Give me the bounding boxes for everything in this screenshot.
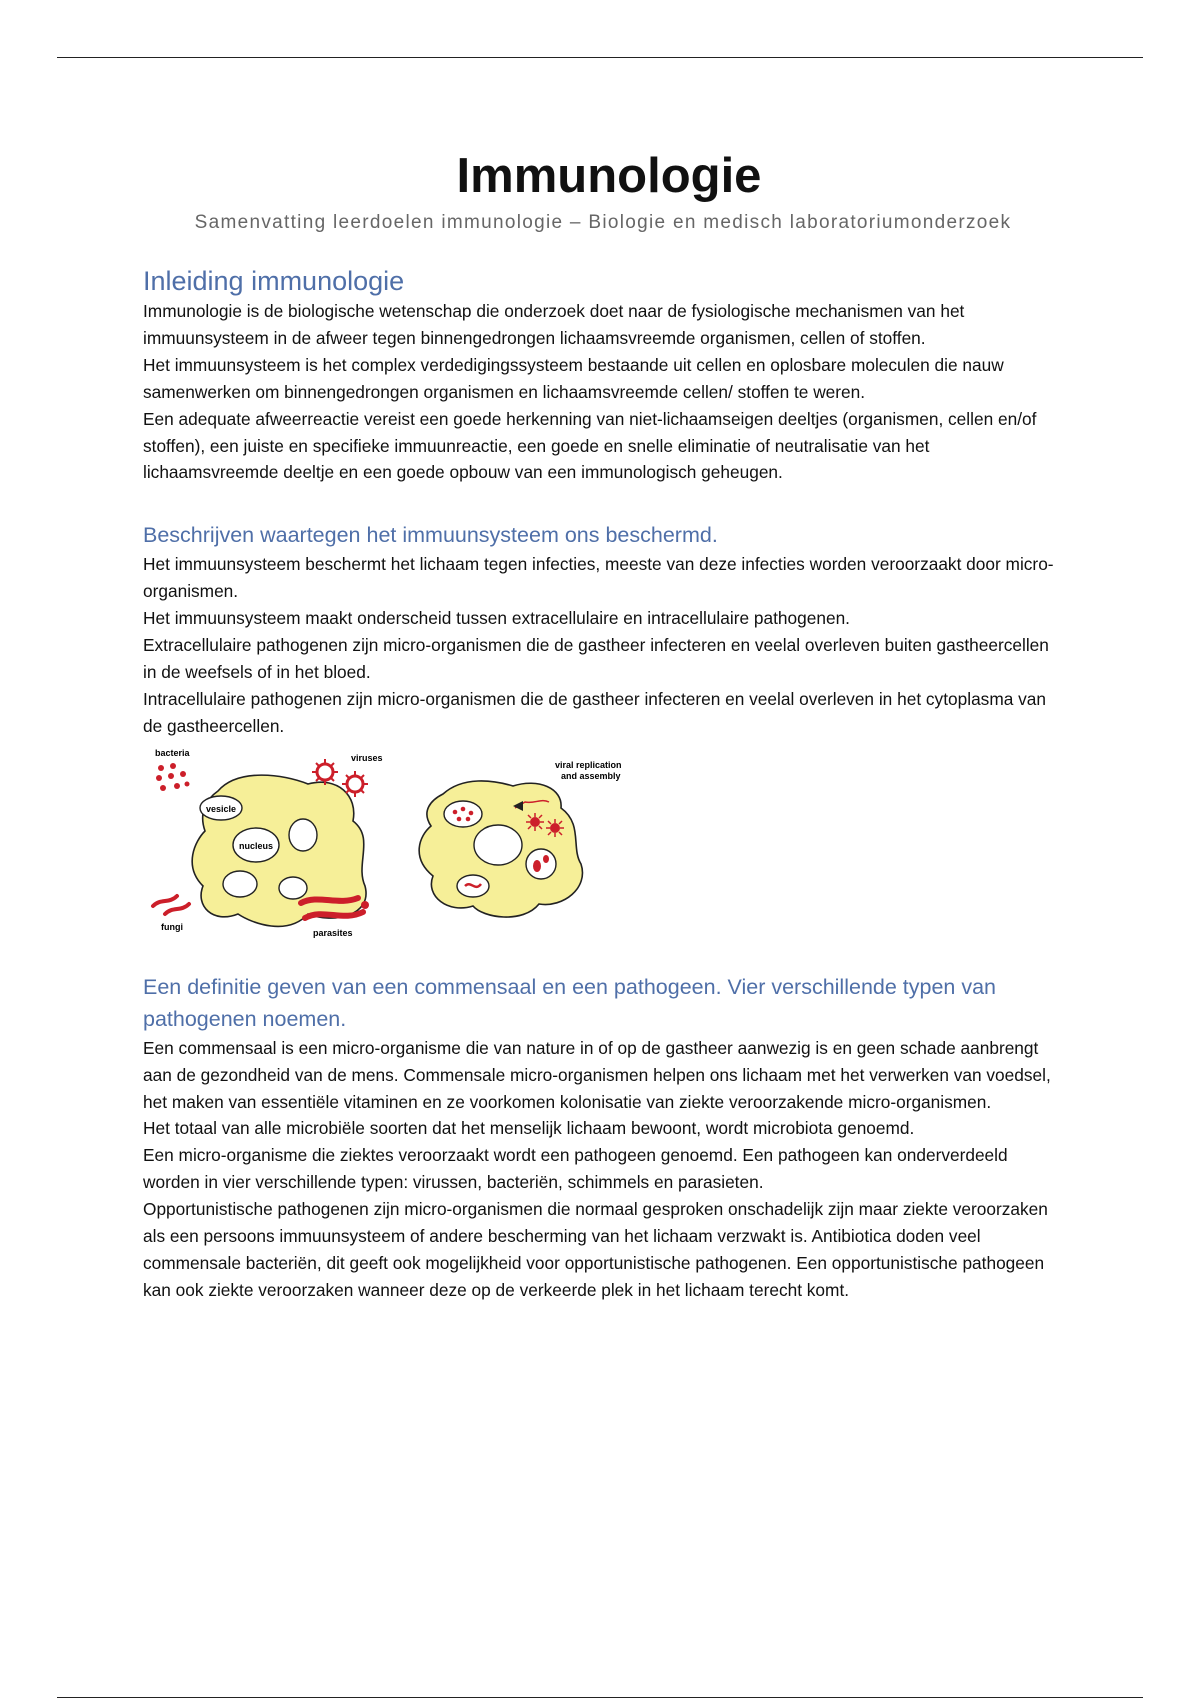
virus-icon — [546, 819, 564, 837]
virus-icon — [526, 813, 544, 831]
viral-replication-label: viral replication — [555, 759, 622, 770]
paragraph: Het totaal van alle microbiële soorten dat het menselijk lichaam bewoont, wordt microbiota genoemd. — [143, 1118, 915, 1139]
vacuole-left — [289, 819, 317, 851]
vacuole-left — [223, 871, 257, 897]
document-subtitle: Samenvatting leerdoelen immunologie – Biologie en medisch laboratoriumonderzoek — [194, 212, 1012, 233]
section-commensaal-pathogeen — [143, 971, 1063, 1304]
vesicle-right — [444, 801, 482, 827]
nucleus-right — [474, 825, 522, 865]
document-body — [143, 145, 1063, 1304]
fungi-label: fungi — [161, 921, 183, 932]
viral-assembly-label: and assembly — [561, 770, 621, 781]
paragraph: Extracellulaire pathogenen zijn micro-organismen die de gastheer infecteren en veelal overleven buiten gastheercellen in de weefsels of in het bloed. — [143, 635, 1049, 682]
paragraph: Opportunistische pathogenen zijn micro-organismen die normaal gesproken onschadelijk zijn maar ziekte veroorzaken als een persoons immuunsysteem of andere bescherming van het lichaam verzwakt is. Antibiotica doden veel commensale bacteriën, dit geeft ook mogelijkheid voor opportunistische pathogenen. Een opportunistische pathogeen kan ook ziekte veroorzaken wanneer deze op de verkeerde plek in het lichaam terecht komt. — [143, 1199, 1048, 1300]
parasite-head — [361, 901, 369, 909]
virus-icon — [312, 759, 338, 785]
section-bescherming — [143, 519, 1063, 941]
paragraph: Het immuunsysteem is het complex verdedigingssysteem bestaande uit cellen en oplosbare moleculen die nauw samenwerken om binnengedrongen organismen en lichaamsvreemde cellen/ stoffen te weren. — [143, 354, 1004, 402]
paragraph: Een adequate afweerreactie vereist een goede herkenning van niet-lichaamseigen deeltjes (organismen, cellen en/of stoffen), een juiste en specifieke immuunreactie, een goede en snelle eliminatie of neutralisatie van het lichaamsvreemde deeltje en een goede opbouw van een immunologisch geheugen. — [143, 408, 1037, 483]
vacuole-right — [526, 849, 556, 879]
parasites-label: parasites — [313, 927, 353, 938]
header-rule — [57, 57, 1143, 58]
section-heading: Inleiding immunologie — [143, 266, 405, 296]
paragraph: Een commensaal is een micro-organisme die van nature in of op de gastheer aanwezig is en geen schade aanbrengt aan de gezondheid van de mens. Commensale micro-organismen helpen ons lichaam met het verwerken van voedsel, het maken van essentiële vitaminen en ze voorkomen kolonisatie van ziekte veroorzakende micro-organismen. — [143, 1037, 1051, 1112]
paragraph: Intracellulaire pathogenen zijn micro-organismen die de gastheer infecteren en veelal overleven in het cytoplasma van de gastheercellen. — [143, 688, 1046, 736]
paragraph: Het immuunsysteem maakt onderscheid tussen extracellulaire en intracellulaire pathogenen. — [143, 608, 850, 629]
section-heading: Beschrijven waartegen het immuunsysteem ons beschermd. — [143, 523, 718, 548]
footer-rule — [57, 1697, 1143, 1698]
document-title: Immunologie — [456, 149, 762, 203]
section-inleiding — [143, 264, 1063, 486]
pathogen-figure — [143, 746, 1063, 942]
viruses-label: viruses — [351, 752, 383, 763]
nucleus-label: nucleus — [238, 840, 274, 851]
section-heading: Een definitie geven van een commensaal en een pathogeen. Vier verschillende typen van pathogenen noemen. — [143, 974, 997, 1031]
vesicle-label: vesicle — [205, 803, 237, 814]
fungi-icon — [153, 896, 189, 914]
bacteria-icon — [156, 763, 190, 791]
paragraph: Een micro-organisme die ziektes veroorzaakt wordt een pathogeen genoemd. Een pathogeen kan onderverdeeld worden in vier verschillende typen: virussen, bacteriën, schimmels en parasieten. — [143, 1145, 1008, 1193]
bacteria-label: bacteria — [155, 747, 190, 758]
vacuole-left — [279, 877, 307, 899]
paragraph: Immunologie is de biologische wetenschap die onderzoek doet naar de fysiologische mechanismen van het immuunsysteem in de afweer tegen binnengedrongen lichaamsvreemde organismen, cellen of stoffen. — [143, 301, 965, 348]
paragraph: Het immuunsysteem beschermt het lichaam tegen infecties, meeste van deze infecties worden veroorzaakt door micro-organismen. — [143, 554, 1054, 602]
pathogen-diagram — [143, 746, 643, 942]
